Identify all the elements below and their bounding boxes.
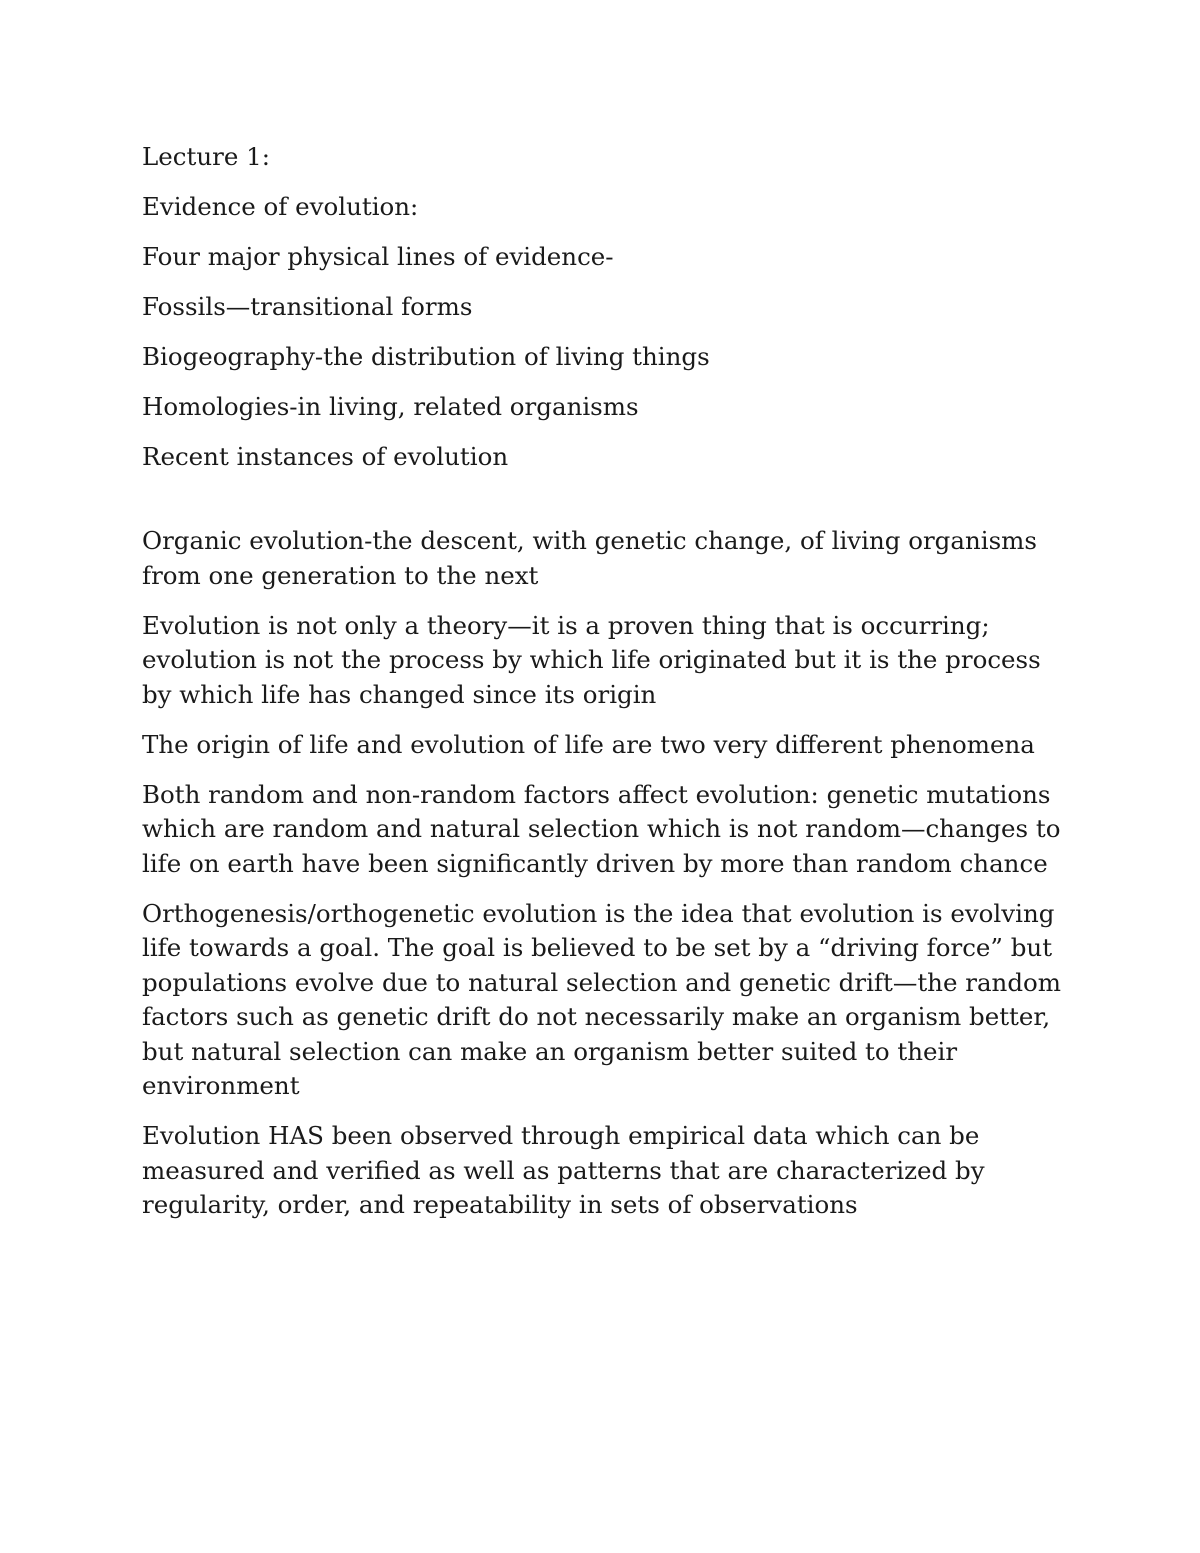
evidence-line-recent: Recent instances of evolution bbox=[142, 442, 509, 471]
paragraph-random-factors: Both random and non-random factors affect evolution: genetic mutations which are random and natural selection which is not random—changes to life on earth have been significantly driven by more than random chance bbox=[142, 779, 1061, 878]
lecture-title: Lecture 1: bbox=[142, 142, 270, 171]
paragraph-not-only-theory: Evolution is not only a theory—it is a proven thing that is occurring; evolution is not the process by which life originated but it is the process by which life has changed since its origin bbox=[142, 610, 1041, 709]
paragraph-orthogenesis: Orthogenesis/orthogenetic evolution is the idea that evolution is evolving life towards a goal. The goal is believed to be set by a “driving force” but populations evolve due to natural selection and genetic drift—the random factors such as genetic drift do not necessarily make an organism better, but natural selection can make an organism better suited to their environment bbox=[142, 898, 1062, 1100]
blank-line bbox=[142, 490, 1072, 524]
evidence-line-homologies: Homologies-in living, related organisms bbox=[142, 392, 639, 421]
paragraph-origin-vs-evolution: The origin of life and evolution of life are two very different phenomena bbox=[142, 729, 1035, 759]
paragraph-observed-evolution: Evolution HAS been observed through empirical data which can be measured and verified as well as patterns that are characterized by regularity, order, and repeatability in sets of observations bbox=[142, 1121, 985, 1219]
document-body bbox=[142, 140, 1072, 1238]
evidence-line-biogeography: Biogeography-the distribution of living things bbox=[142, 342, 710, 371]
section-heading: Evidence of evolution: bbox=[142, 192, 419, 221]
evidence-line-fossils: Fossils—transitional forms bbox=[142, 292, 473, 321]
paragraph-organic-evolution: Organic evolution-the descent, with genetic change, of living organisms from one generation to the next bbox=[142, 526, 1037, 590]
evidence-line-intro: Four major physical lines of evidence- bbox=[142, 242, 614, 271]
